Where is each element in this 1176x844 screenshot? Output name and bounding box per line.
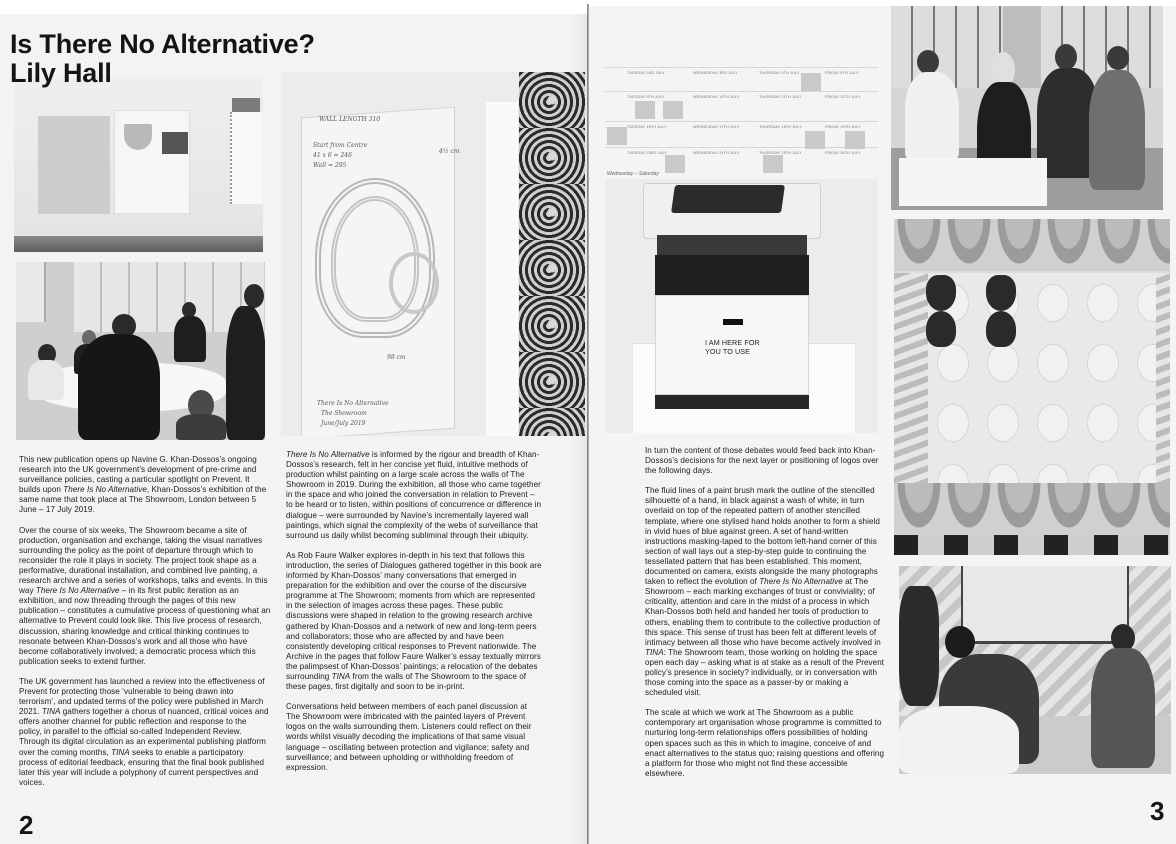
text-segment: , Khan-Dossos’s exhibition of the same name that took place at The Showroom, London between 5 June – 17 July 2019.: [19, 485, 267, 515]
binder-photo: [14, 76, 263, 252]
person-head: [917, 50, 939, 74]
fingerprint-drawing-photo: [281, 72, 585, 436]
printer-output: [655, 255, 809, 295]
pattern-band: [894, 483, 1170, 535]
body-paragraph: [645, 708, 887, 779]
sticky-note: [805, 131, 825, 149]
left-column-2: [286, 450, 542, 783]
calendar-row: [605, 121, 878, 122]
text-segment: gathers together a chorus of nuanced, critical voices and offers another channel for public reflection and response to the policy, in parallel to the official so-called Independent Review. Through its digital circulation as an experimental publishing platform over the coming months,: [19, 707, 269, 757]
body-paragraph: [645, 486, 887, 698]
sticky-note: [607, 127, 627, 145]
document-feeder: [671, 185, 785, 213]
calendar-day: THURSDAY 4TH JULY: [759, 71, 800, 75]
sign-line: YOU TO USE: [705, 346, 751, 356]
brand-logo-icon: [723, 319, 743, 325]
article-title: [10, 30, 315, 88]
left-column-1: [19, 455, 271, 798]
fingerprint-pattern-painting: [519, 72, 585, 436]
person: [176, 414, 226, 440]
text-segment: In turn the content of those debates would feed back into Khan-Dossos’s decisions for the next layer or positioning of logos over the following days.: [645, 446, 879, 476]
italic-title: There Is No Alternative: [63, 485, 147, 495]
calendar-day: TUESDAY 16TH JULY: [627, 125, 667, 129]
handwritten-label: June/July 2019: [321, 420, 366, 427]
wall-calendar: [605, 67, 878, 179]
calendar-day: WEDNESDAY 17TH JULY: [693, 125, 740, 129]
hand-icon: [926, 311, 956, 347]
sticky-note: [635, 101, 655, 119]
title-heading: Is There No Alternative?: [10, 29, 315, 59]
text-segment: at The Showroom – each marking exchanges of trust or conviviality; of criticality, attention and care in the midst of a process in which Khan-Dossos both held and handed her tools of production to others, enabling them to contribute to the collective production of this space. This sense of trust has been felt at different levels of intimacy between all those who have become actively involved in: [645, 577, 881, 647]
person: [226, 306, 265, 440]
calendar-day: THURSDAY 18TH JULY: [759, 125, 802, 129]
control-panel: [657, 235, 807, 255]
calendar-row: [605, 91, 878, 92]
calendar-day: FRIDAY 19TH JULY: [825, 125, 861, 129]
handwritten-label: Start from Centre: [313, 142, 368, 149]
calendar-day: TUESDAY 23RD JULY: [627, 151, 668, 155]
text-segment: seeks to enable a participatory process of editorial feedback, ensuring that the final book published later this year will include a polyphony of current perspectives and voices.: [19, 747, 265, 787]
text-segment: from the walls of The Showroom to the space of these pages, first digitally and soon to be in-print.: [286, 671, 527, 692]
person: [1089, 70, 1145, 190]
text-segment: : The Showroom team, those working on holding the space open each day – asking what is at stake as a result of the Prevent policy’s presence in society? individually, or in conversation with those coming into the space as a passer-by or making a scheduled visit.: [645, 647, 885, 698]
calendar-day: WEDNESDAY 3RD JULY: [693, 71, 738, 75]
person: [899, 706, 1019, 774]
sticky-note: [665, 155, 685, 173]
workshop-photo: [16, 262, 265, 440]
pattern-dark-row: [894, 535, 1170, 555]
italic-title: There Is No Alternative: [35, 586, 120, 596]
handwritten-label: WALL LENGTH 310: [319, 116, 381, 123]
body-paragraph: [19, 455, 271, 516]
hand-icon: [986, 311, 1016, 347]
italic-title: TINA: [41, 707, 61, 717]
text-segment: Conversations held between members of each panel discussion at The Showroom were imbricated with the painted layers of Prevent logos on the walls surrounding them. Listeners could reflect on their words whilst visually decoding the implications of that same visual language – oscillating between protection and vigilance; safety and surveillance; and between upholding or withholding freedom of expression.: [286, 702, 532, 772]
person-head: [945, 626, 975, 658]
wall-caption: Wednesday – Saturday: [607, 171, 659, 177]
text-segment: is informed by the rigour and breadth of Khan-Dossos’s research, felt in her concise yet fluid, intuitive methods of production whilst painting on a large scale across the walls of The Showroom in 2019. During the exhibition, all those who came together in the space and who joined the conversation in relation to Prevent – to be heard or to listen, within positions of concurrence or difference in dialogue – were surrounded by Navine’s incrementally layered wall paintings, which signal the complexity of the webs of surveillance that surround us daily whilst becoming subliminal through their ubiquity.: [286, 450, 542, 540]
pattern-band: [894, 219, 1170, 271]
handwritten-label: 98 cm: [387, 354, 406, 361]
person-head: [244, 284, 264, 308]
text-segment: – in its first public iteration as an exhibition, and now threading through the pages of this new publication – constitutes a cumulative process of questioning what an alternative to Prevent could look like. This live process of research, discussion, sharing knowledge and critical thinking continues to resonate between Khan-Dossos’s work and all those who have become collaboratively involved; a democratic process which this publication seeks to extend further.: [19, 586, 271, 666]
handwritten-label: 4½ cm: [439, 148, 460, 155]
calendar-day: FRIDAY 5TH JULY: [825, 71, 859, 75]
author-name: Lily Hall: [10, 58, 112, 88]
handwritten-note: [162, 132, 188, 154]
person-head: [1055, 44, 1077, 70]
italic-title: TINA: [645, 647, 664, 657]
person-head: [1107, 46, 1129, 70]
body-paragraph: [19, 526, 271, 667]
body-paragraph: [286, 551, 542, 692]
sticky-note: [845, 131, 865, 149]
calendar-day: THURSDAY 25TH JULY: [759, 151, 802, 155]
person: [905, 72, 959, 162]
text-segment: This new publication opens up Navine G. Khan-Dossos’s ongoing research into the UK government’s development of pre-crime and surveillance policies, casting a particular spotlight on Prevent. It builds upon: [19, 455, 257, 495]
text-segment: As Rob Faure Walker explores in-depth in his text that follows this introduction, the series of Dialogues gathered together in this book are informed by Khan-Dossos’ many conversations that emerged in preparation for the exhibition and over the course of the discursive programme at The Showroom; moments from which are represented in the selection of images across these pages. These public discussions were shaped in relation to the growing research archive gathered by Khan-Dossos and a network of new and long-term peers and collaborators; those who are affected by and have been consistently developing critical responses to Prevent nationwide. The Archive in the pages that follow Faure Walker’s essay textually mirrors the palimpsest of Khan-Dossos’ paintings; a relocation of the debates surrounding: [286, 550, 542, 681]
calendar-day: FRIDAY 12TH JULY: [825, 95, 861, 99]
body-paragraph: [286, 450, 542, 541]
italic-title: There Is No Alternative: [286, 450, 370, 459]
handwritten-label: There Is No Alternative: [317, 400, 389, 407]
projection-screen: [961, 566, 1129, 644]
handwritten-label: Wall = 295: [313, 162, 347, 169]
printer-photo: [605, 67, 878, 433]
person: [1091, 648, 1155, 768]
pattern-side: [894, 273, 928, 499]
calendar-row: [605, 147, 878, 148]
calendar-day: WEDNESDAY 10TH JULY: [693, 95, 740, 99]
sticky-note: [801, 73, 821, 91]
handwritten-label: The Showroom: [321, 410, 367, 417]
calendar-day: TUESDAY 2ND JULY: [627, 71, 665, 75]
body-paragraph: [286, 702, 542, 773]
window: [16, 262, 46, 322]
italic-title: TINA: [331, 671, 351, 681]
italic-title: TINA: [111, 747, 130, 757]
book-spine: [587, 4, 589, 844]
body-paragraph: [19, 677, 271, 788]
printer-sign: [705, 339, 760, 356]
binder-cover: [38, 116, 110, 214]
calendar-day: FRIDAY 26TH JULY: [825, 151, 861, 155]
panel-discussion-photo: [891, 6, 1163, 210]
text-segment: The fluid lines of a paint brush mark the outline of the stencilled silhouette of a hand, in black against a wash of white; in turn overlaid on top of the repeated pattern of another stencilled template, where one stylised hand holds another to form a shield in vivid hues of blue against green. A set of hand-written instructions masking-taped to the bottom left-hand corner of this section of wall lays out a step-by-step guide to continuing the tessellated pattern that has been established. This moment, documented on camera, exists alongside the many photographs taken to reflect the evolution of: [645, 486, 880, 587]
wall-corner: [486, 102, 518, 436]
hand-icon: [986, 275, 1016, 311]
sign-line: I AM HERE FOR: [705, 338, 760, 347]
handwritten-label: 41 x 6 = 246: [313, 152, 352, 159]
person: [174, 316, 206, 362]
coffee-table: [899, 158, 1047, 206]
text-segment: The UK government has launched a review into the effectiveness of Prevent for protecting those ‘vulnerable to being drawn into terrorism’, and updated terms of the policy were published in March 2021.: [19, 676, 265, 717]
padlock-icon: [389, 252, 439, 314]
body-paragraph: [645, 446, 887, 476]
page-number-left: 2: [19, 810, 34, 840]
italic-title: There Is No Alternative: [759, 577, 843, 587]
tessellated-pattern: [928, 273, 1156, 499]
shelf-edge: [14, 236, 263, 252]
text-segment: The scale at which we work at The Showroom as a public contemporary art organisation whose programme is committed to nurturing long-term relationships offers possibilities of holding open spaces such as this in which to imagine, conceive of and enact alternatives to the status quo; raising questions and offering a platform for those who might not find these accessible elsewhere.: [645, 708, 885, 778]
calendar-day: THURSDAY 11TH JULY: [759, 95, 802, 99]
person-head: [899, 586, 939, 706]
wall-painting-photo: [894, 219, 1170, 555]
right-column-1: [645, 446, 887, 789]
calendar-day: WEDNESDAY 24TH JULY: [693, 151, 740, 155]
calendar-day: TUESDAY 9TH JULY: [627, 95, 665, 99]
spiral-notebook: [230, 112, 263, 204]
text-segment: Over the course of six weeks, The Showroom became a site of production, organisation and exchange, taking the visual narratives surrounding the policy as the point of departure through which to reconsider the role it plays in society. The project took shape as a performative, durational installation, and combined live painting, a research archive and a series of workshops, talks and events. In this way: [19, 525, 268, 596]
page-number-right: 3: [1150, 796, 1165, 826]
discussion-photo: [899, 566, 1171, 774]
person: [28, 360, 64, 400]
person: [78, 334, 160, 440]
paper-tray: [655, 395, 809, 409]
sticky-note: [763, 155, 783, 173]
sticky-note: [663, 101, 683, 119]
calendar-row: [605, 67, 878, 68]
hand-icon: [926, 275, 956, 311]
